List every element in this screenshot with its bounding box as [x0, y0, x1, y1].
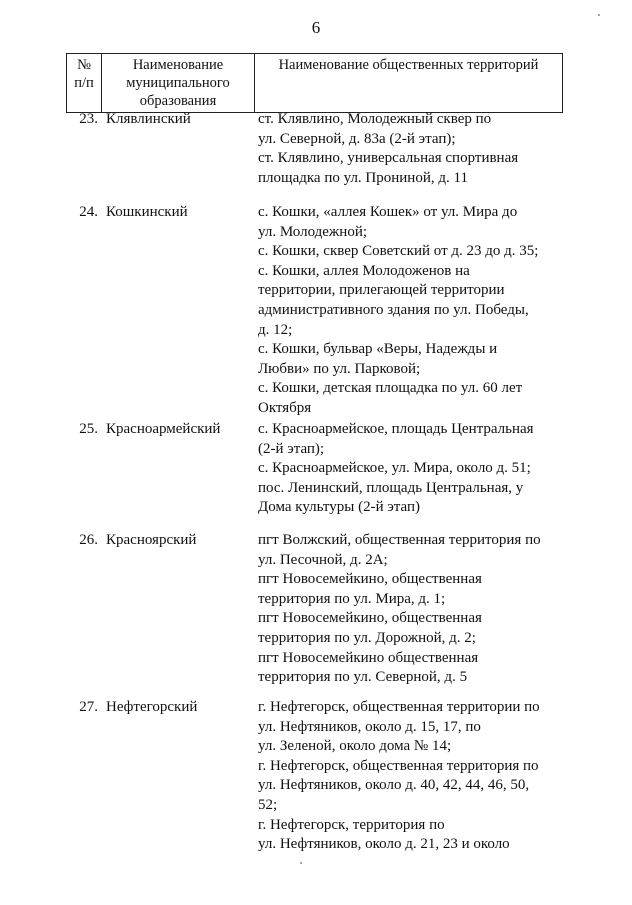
territory-line: административного здания по ул. Победы,: [258, 301, 529, 318]
header-line: Наименование: [132, 57, 224, 73]
territory-line: с. Кошки, бульвар «Веры, Надежды и: [258, 341, 498, 358]
territory-line: (2-й этап);: [258, 440, 325, 457]
territory-line: 52;: [258, 796, 278, 813]
territory-line: пгт Новосемейкино, общественная: [258, 610, 482, 627]
scan-speck: [300, 862, 302, 864]
territory-line: пгт Волжский, общественная территория по: [258, 532, 541, 548]
territory-line: с. Кошки, детская площадка по ул. 60 лет: [258, 380, 523, 397]
row-number: 26.: [79, 532, 98, 548]
territory-line: с. Красноармейское, ул. Мира, около д. 51;: [258, 460, 531, 477]
municipality-name: Клявлинский: [106, 111, 191, 127]
municipality-name: Нефтегорский: [106, 699, 198, 715]
territory-line: территория по ул. Северной, д. 5: [258, 669, 468, 686]
territory-line: территория по ул. Мира, д. 1;: [258, 590, 446, 607]
territory-line: пгт Новосемейкино, общественная: [258, 571, 482, 588]
header-line: п/п: [74, 75, 94, 91]
header-line: №: [77, 57, 91, 73]
territory-line: с. Кошки, «аллея Кошек» от ул. Мира до: [258, 204, 518, 220]
header-line: образования: [139, 93, 217, 109]
territory-line: ст. Клявлино, универсальная спортивная: [258, 150, 519, 167]
territory-line: г. Нефтегорск, общественная территории по: [258, 699, 540, 715]
row-number: 27.: [79, 699, 98, 715]
territories-list: [258, 698, 558, 855]
territory-line: территории, прилегающей территории: [258, 282, 505, 299]
table-header: [66, 53, 563, 113]
territory-line: с. Кошки, аллея Молодоженов на: [258, 262, 470, 279]
header-col-municipality: [102, 54, 255, 113]
row-number: 23.: [79, 111, 98, 127]
row-number: 25.: [79, 421, 98, 437]
scan-speck: [598, 14, 600, 16]
territory-line: г. Нефтегорск, общественная территория по: [258, 757, 539, 774]
territory-line: ул. Песочной, д. 2А;: [258, 551, 388, 568]
territory-line: ул. Нефтяников, около д. 40, 42, 44, 46, 50,: [258, 777, 530, 794]
territory-line: Любви» по ул. Парковой;: [258, 360, 421, 377]
row-number: 24.: [79, 204, 98, 220]
header-col-territories: [255, 54, 563, 113]
territory-line: г. Нефтегорск, территория по: [258, 816, 445, 833]
municipality-name: Красноармейский: [106, 421, 221, 437]
territory-line: с. Красноармейское, площадь Центральная: [258, 421, 534, 437]
territory-line: ул. Нефтяников, около д. 21, 23 и около: [258, 836, 510, 853]
territories-list: [258, 531, 558, 688]
territory-line: с. Кошки, сквер Советский от д. 23 до д. 35;: [258, 243, 539, 260]
header-line: Наименование общественных территорий: [278, 57, 539, 73]
territories-list: [258, 110, 558, 188]
territory-line: пос. Ленинский, площадь Центральная, у: [258, 479, 524, 496]
territories-list: [258, 420, 558, 518]
municipality-name: Кошкинский: [106, 204, 188, 220]
territory-line: д. 12;: [258, 321, 293, 338]
territory-line: ст. Клявлино, Молодежный сквер по: [258, 111, 492, 127]
territory-line: ул. Зеленой, около дома № 14;: [258, 738, 452, 755]
header-line: муниципального: [126, 75, 230, 91]
territory-line: ул. Нефтяников, около д. 15, 17, по: [258, 718, 481, 735]
header-col-number: [67, 54, 102, 113]
territory-line: Дома культуры (2-й этап): [258, 499, 421, 516]
page-number: 6: [311, 18, 321, 37]
territory-line: Октября: [258, 399, 312, 416]
territory-line: ул. Северной, д. 83а (2-й этап);: [258, 130, 456, 147]
territories-list: [258, 203, 558, 419]
territory-line: территория по ул. Дорожной, д. 2;: [258, 629, 476, 646]
municipality-name: Красноярский: [106, 532, 197, 548]
territory-line: пгт Новосемейкино общественная: [258, 649, 479, 666]
territory-line: площадка по ул. Прониной, д. 11: [258, 169, 468, 186]
territory-line: ул. Молодежной;: [258, 223, 368, 240]
